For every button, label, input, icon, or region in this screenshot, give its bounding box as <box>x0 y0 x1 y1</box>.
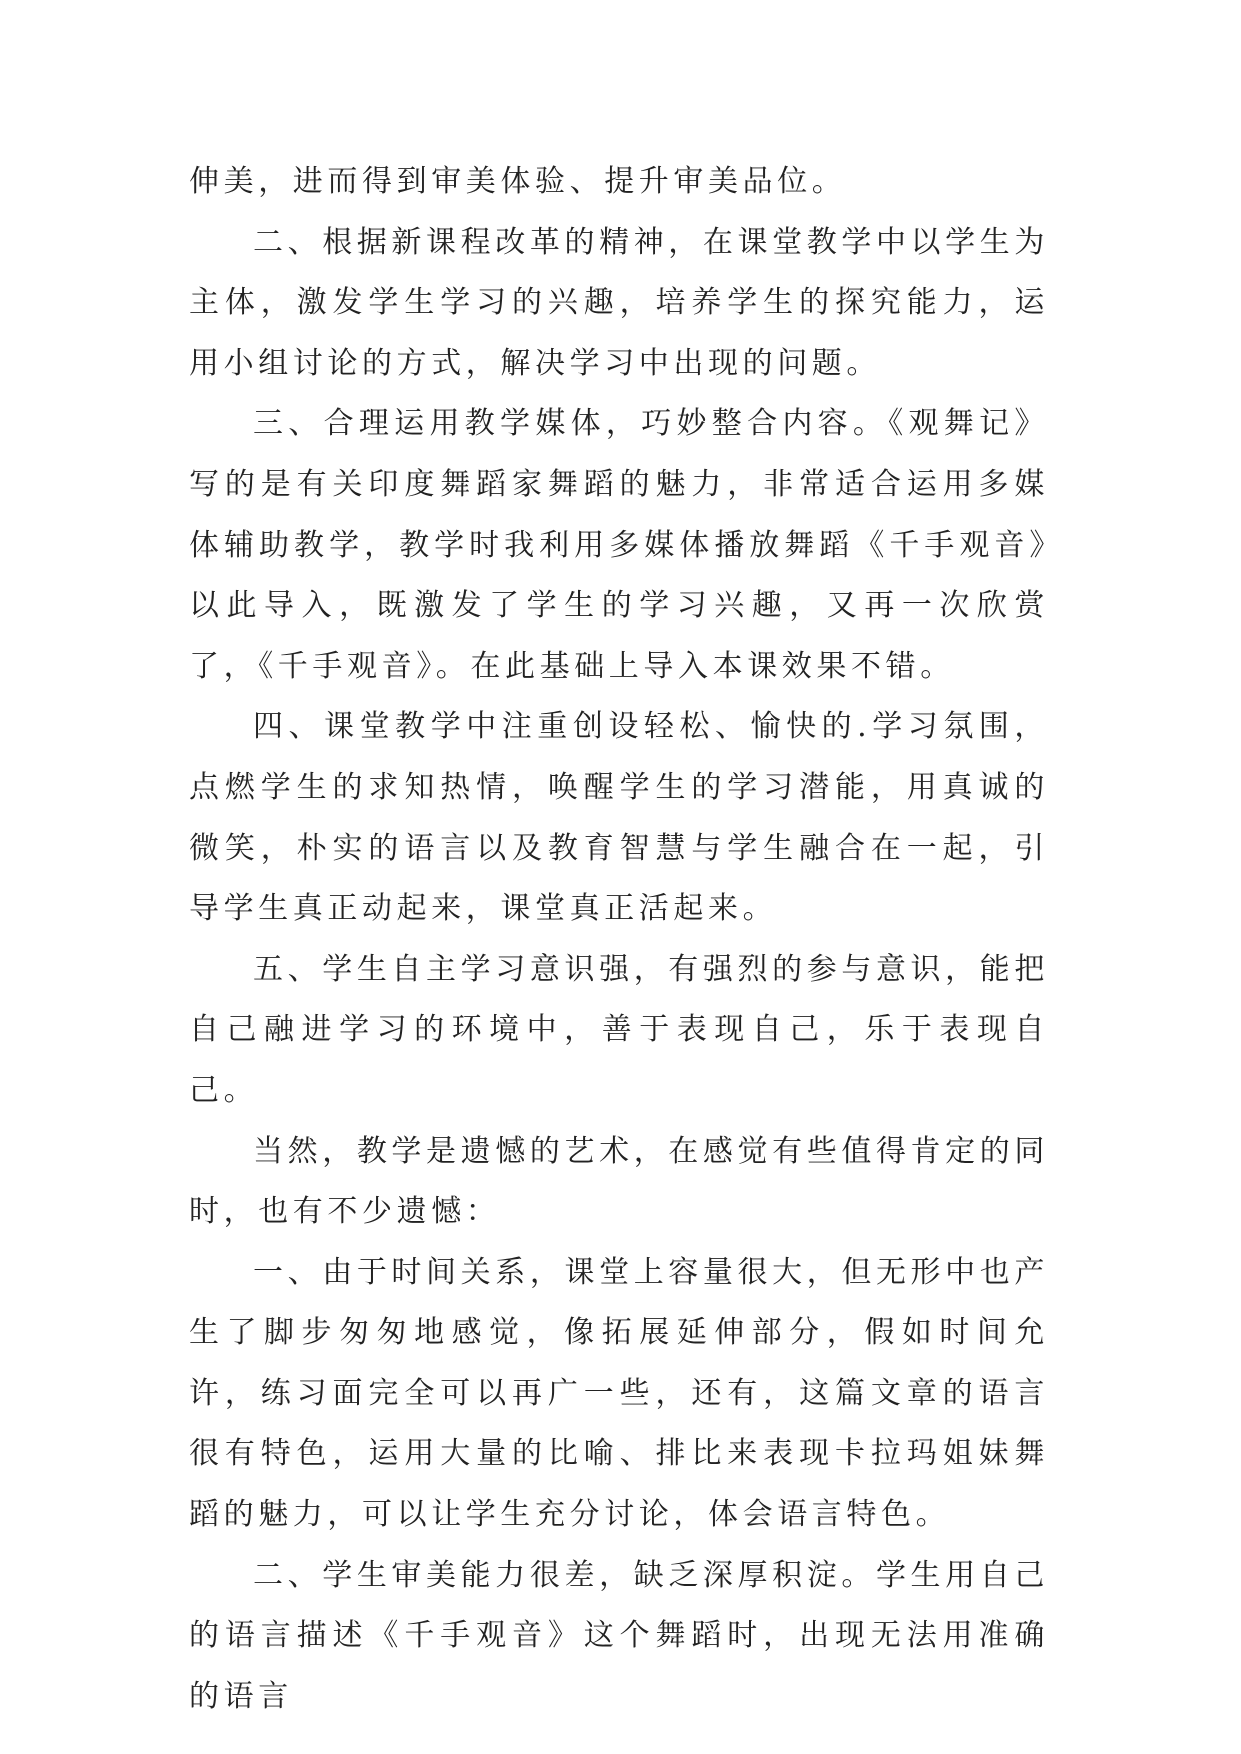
paragraph-regrets-intro: 当然，教学是遗憾的艺术，在感觉有些值得肯定的同时，也有不少遗憾： <box>189 1133 1049 1230</box>
paragraph-regret-2: 二、学生审美能力很差，缺乏深厚积淀。学生用自己的语言描述《千手观音》这个舞蹈时，出现无法用准确的语言 <box>189 1557 1049 1714</box>
body-text <box>189 152 1049 1727</box>
paragraph-point-5: 五、学生自主学习意识强，有强烈的参与意识，能把自己融进学习的环境中，善于表现自己，乐于表现自己。 <box>189 951 1049 1108</box>
paragraph-continuation: 伸美，进而得到审美体验、提升审美品位。 <box>189 164 847 199</box>
paragraph-point-2: 二、根据新课程改革的精神，在课堂教学中以学生为主体，激发学生学习的兴趣，培养学生的探究能力，运用小组讨论的方式，解决学习中出现的问题。 <box>189 224 1049 381</box>
paragraph-point-3: 三、合理运用教学媒体，巧妙整合内容。《观舞记》写的是有关印度舞蹈家舞蹈的魅力，非常适合运用多媒体辅助教学，教学时我利用多媒体播放舞蹈《千手观音》以此导入，既激发了学生的学习兴趣，又再一次欣赏了，《千手观音》。在此基础上导入本课效果不错。 <box>189 406 1049 684</box>
paragraph-regret-1: 一、由于时间关系，课堂上容量很大，但无形中也产生了脚步匆匆地感觉，像拓展延伸部分，假如时间允许，练习面完全可以再广一些，还有，这篇文章的语言很有特色，运用大量的比喻、排比来表现卡拉玛姐妹舞蹈的魅力，可以让学生充分讨论，体会语言特色。 <box>189 1254 1049 1533</box>
paragraph-point-4: 四、课堂教学中注重创设轻松、愉快的.学习氛围，点燃学生的求知热情，唤醒学生的学习潜能，用真诚的微笑，朴实的语言以及教育智慧与学生融合在一起，引导学生真正动起来，课堂真正活起来。 <box>189 709 1049 927</box>
